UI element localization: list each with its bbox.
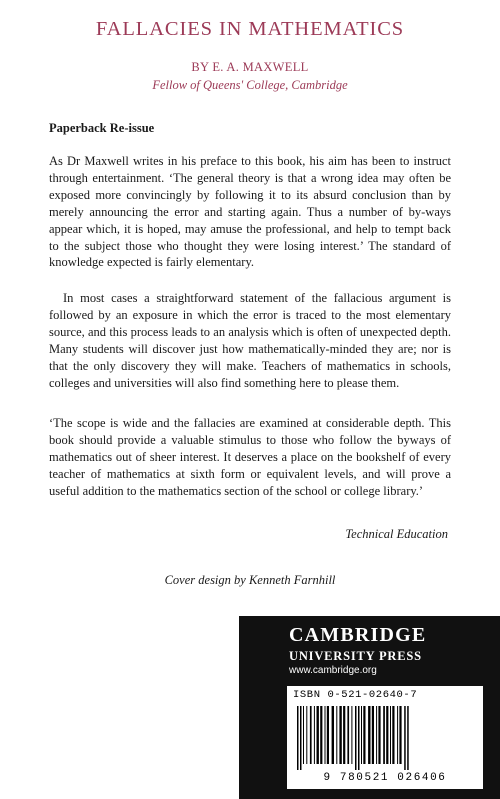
- review-source: Technical Education: [345, 527, 448, 541]
- barcode-icon: [295, 706, 475, 770]
- description-paragraph-1: As Dr Maxwell writes in his preface to this book, his aim has been to instruct through entertainment. ‘The general theory is that a wrong idea may often be exposed more convincingly by following it to its absurd conclusion than by merely announcing the error and starting again. Thus a number of by-ways appear which, it is hoped, may amuse the professional, and help to tempt back to the subject those who thought they were losing interest.’ The standard of knowledge expected is fairly elementary.: [49, 154, 451, 270]
- review-quote: ‘The scope is wide and the fallacies are examined at considerable depth. This book should provide a valuable stimulus to those who follow the byways of mathematics out of sheer interest. It deserves a place on the bookshelf of every teacher of mathematics at sixth form or equivalent levels, and will prove a useful addition to the mathematics section of the school or college library.’: [49, 416, 451, 498]
- barcode-number: 9 780521 026406: [323, 772, 447, 784]
- edition-subhead: Paperback Re-issue: [49, 121, 155, 135]
- publisher-block: [239, 616, 500, 799]
- cover-credit: Cover design by Kenneth Farnhill: [164, 573, 336, 587]
- barcode-panel: [287, 686, 483, 789]
- description-paragraph-2: In most cases a straightforward statement of the fallacious argument is followed by an exposure in which the error is traced to the most elementary source, and this process leads to an analysis which is often of unexpected depth. Many students will discover just how mathematically-minded they are; nor is that the only discovery they will make. Teachers of mathematics in schools, colleges and universities will also find something here to please them.: [49, 291, 451, 390]
- publisher-name: CAMBRIDGE: [289, 624, 427, 646]
- author-affiliation: Fellow of Queens' College, Cambridge: [152, 78, 348, 92]
- isbn-label: ISBN 0-521-02640-7: [293, 689, 418, 701]
- book-title: FALLACIES IN MATHEMATICS: [95, 18, 405, 40]
- publisher-url: www.cambridge.org: [289, 665, 377, 676]
- author-byline: BY E. A. MAXWELL: [191, 60, 309, 74]
- publisher-press: UNIVERSITY PRESS: [289, 649, 422, 663]
